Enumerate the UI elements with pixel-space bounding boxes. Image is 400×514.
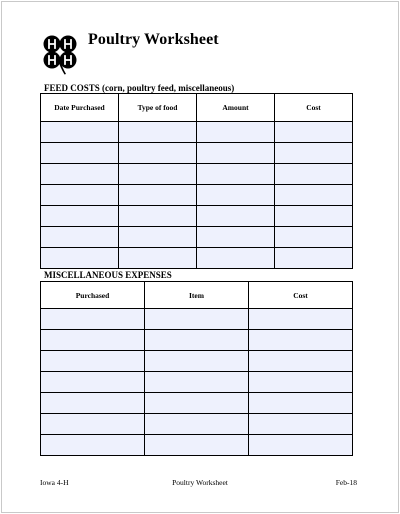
table-header-row: [41, 94, 353, 122]
input-cell[interactable]: [275, 143, 353, 164]
input-cell[interactable]: [119, 206, 197, 227]
input-cell[interactable]: [41, 248, 119, 269]
input-cell[interactable]: [275, 248, 353, 269]
input-cell[interactable]: [41, 309, 145, 330]
input-cell[interactable]: [41, 122, 119, 143]
input-cell[interactable]: [197, 227, 275, 248]
footer-organization: Iowa 4-H: [40, 478, 69, 487]
input-cell[interactable]: [41, 143, 119, 164]
column-header-cost: Cost: [275, 94, 353, 122]
input-cell[interactable]: [197, 185, 275, 206]
input-cell[interactable]: [145, 435, 249, 456]
input-cell[interactable]: [197, 248, 275, 269]
table-row: [41, 248, 353, 269]
footer-title: Poultry Worksheet: [172, 478, 228, 487]
input-cell[interactable]: [275, 164, 353, 185]
input-cell[interactable]: [41, 330, 145, 351]
input-cell[interactable]: [197, 206, 275, 227]
column-header-date-purchased: Date Purchased: [41, 94, 119, 122]
table-row: [41, 414, 353, 435]
four-h-clover-logo: [38, 31, 82, 75]
table-row: [41, 372, 353, 393]
column-header-amount: Amount: [197, 94, 275, 122]
input-cell[interactable]: [145, 330, 249, 351]
input-cell[interactable]: [275, 122, 353, 143]
input-cell[interactable]: [275, 227, 353, 248]
feed-costs-heading: FEED COSTS (corn, poultry feed, miscellaneous): [44, 83, 235, 93]
input-cell[interactable]: [41, 206, 119, 227]
page-title: Poultry Worksheet: [88, 31, 219, 48]
input-cell[interactable]: [41, 185, 119, 206]
input-cell[interactable]: [197, 122, 275, 143]
column-header-type-of-food: Type of food: [119, 94, 197, 122]
misc-expenses-table: [40, 281, 353, 456]
table-row: [41, 185, 353, 206]
input-cell[interactable]: [119, 143, 197, 164]
table-row: [41, 351, 353, 372]
input-cell[interactable]: [119, 227, 197, 248]
table-row: [41, 330, 353, 351]
input-cell[interactable]: [249, 372, 353, 393]
input-cell[interactable]: [119, 248, 197, 269]
input-cell[interactable]: [41, 372, 145, 393]
feed-costs-table: [40, 93, 353, 269]
footer-date: Feb-18: [335, 478, 357, 487]
table-row: [41, 164, 353, 185]
input-cell[interactable]: [197, 143, 275, 164]
column-header-purchased: Purchased: [41, 282, 145, 309]
input-cell[interactable]: [41, 393, 145, 414]
input-cell[interactable]: [145, 372, 249, 393]
input-cell[interactable]: [197, 164, 275, 185]
input-cell[interactable]: [119, 164, 197, 185]
input-cell[interactable]: [41, 414, 145, 435]
input-cell[interactable]: [41, 164, 119, 185]
column-header-cost: Cost: [249, 282, 353, 309]
input-cell[interactable]: [119, 122, 197, 143]
input-cell[interactable]: [249, 351, 353, 372]
input-cell[interactable]: [145, 351, 249, 372]
table-row: [41, 122, 353, 143]
input-cell[interactable]: [275, 185, 353, 206]
misc-expenses-heading: MISCELLANEOUS EXPENSES: [44, 270, 172, 280]
column-header-item: Item: [145, 282, 249, 309]
input-cell[interactable]: [145, 393, 249, 414]
input-cell[interactable]: [145, 414, 249, 435]
input-cell[interactable]: [41, 435, 145, 456]
input-cell[interactable]: [249, 309, 353, 330]
table-header-row: [41, 282, 353, 309]
input-cell[interactable]: [249, 330, 353, 351]
input-cell[interactable]: [145, 309, 249, 330]
table-row: [41, 435, 353, 456]
table-row: [41, 309, 353, 330]
input-cell[interactable]: [41, 351, 145, 372]
input-cell[interactable]: [249, 393, 353, 414]
table-row: [41, 393, 353, 414]
table-row: [41, 227, 353, 248]
table-row: [41, 143, 353, 164]
input-cell[interactable]: [275, 206, 353, 227]
input-cell[interactable]: [249, 435, 353, 456]
input-cell[interactable]: [119, 185, 197, 206]
input-cell[interactable]: [249, 414, 353, 435]
input-cell[interactable]: [41, 227, 119, 248]
table-row: [41, 206, 353, 227]
